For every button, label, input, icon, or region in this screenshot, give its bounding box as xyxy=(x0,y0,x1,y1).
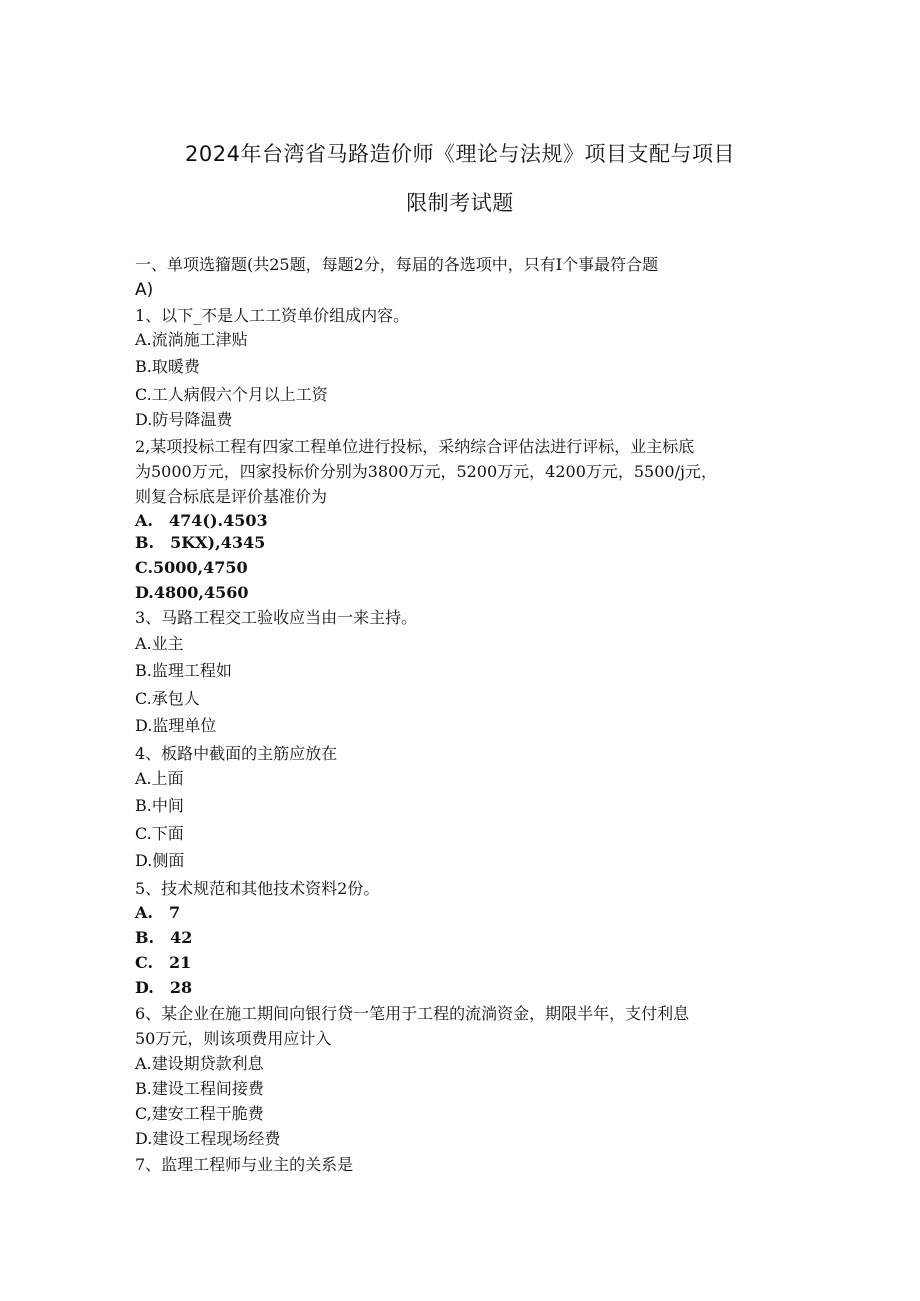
question-2-stem-line2: 为5000万元，四家投标价分别为3800万元，5200万元，4200万元，5500/j元， xyxy=(135,462,717,481)
question-6-stem-line1: 6、某企业在施工期间向银行贷一笔用于工程的流淌资金，期限半年，支付利息 xyxy=(135,1004,690,1023)
question-4-option-b: B.中间 xyxy=(135,796,184,815)
question-6-option-b: B.建设工程间接费 xyxy=(135,1079,264,1098)
question-5-stem: 5、技术规范和其他技术资料2份。 xyxy=(135,879,380,898)
question-1-option-d: D.防号降温费 xyxy=(135,410,233,429)
question-6-option-a: A.建设期贷款利息 xyxy=(135,1054,264,1073)
question-3-option-b: B.监理工程如 xyxy=(135,661,232,680)
question-2-stem-line1: 2,某项投标工程有四家工程单位进行投标，采纳综合评估法进行评标，业主标底 xyxy=(135,437,695,456)
question-1-option-a: A.流淌施工津贴 xyxy=(135,330,248,349)
question-5-option-c: C. 21 xyxy=(135,953,192,972)
question-1-option-c: C.工人病假六个月以上工资 xyxy=(135,385,328,404)
question-2-option-c: C.5000,4750 xyxy=(135,558,248,577)
question-4-stem: 4、板路中截面的主筋应放在 xyxy=(135,744,338,763)
question-1-stem: 1、以下_不是人工工资单价组成内容。 xyxy=(135,306,410,325)
question-3-option-a: A.业主 xyxy=(135,634,184,653)
question-3-stem: 3、马路工程交工验收应当由一来主持。 xyxy=(135,608,418,627)
section-header-line1: 一、单项选籀题(共25题，每题2分，每届的各选项中，只有I个事最符合题 xyxy=(135,255,659,274)
question-4-option-d: D.侧面 xyxy=(135,851,185,870)
question-6-option-c: C,建安工程干脆费 xyxy=(135,1104,264,1123)
question-3-option-d: D.监理单位 xyxy=(135,716,217,735)
question-2-option-d: D.4800,4560 xyxy=(135,583,249,602)
question-1-option-b: B.取暖费 xyxy=(135,357,200,376)
question-4-option-a: A.上面 xyxy=(135,769,184,788)
question-4-option-c: C.下面 xyxy=(135,824,184,843)
question-2-stem-line3: 则复合标底是评价基准价为 xyxy=(135,487,328,506)
question-6-stem-line2: 50万元，则该项费用应计入 xyxy=(135,1029,332,1048)
question-2-option-a: A. 474().4503 xyxy=(135,511,268,530)
question-5-option-a: A. 7 xyxy=(135,903,181,922)
section-header-line2: A) xyxy=(135,280,154,300)
question-6-option-d: D.建设工程现场经费 xyxy=(135,1129,281,1148)
question-7-stem: 7、监理工程师与业主的关系是 xyxy=(135,1155,354,1174)
question-5-option-d: D. 28 xyxy=(135,978,193,997)
question-3-option-c: C.承包人 xyxy=(135,689,200,708)
document-title-line1: 2024年台湾省马路造价师《理论与法规》项目支配与项目 xyxy=(185,142,735,166)
question-2-option-b: B. 5KX),4345 xyxy=(135,533,266,552)
document-title-line2: 限制考试题 xyxy=(406,191,514,215)
question-5-option-b: B. 42 xyxy=(135,928,193,947)
